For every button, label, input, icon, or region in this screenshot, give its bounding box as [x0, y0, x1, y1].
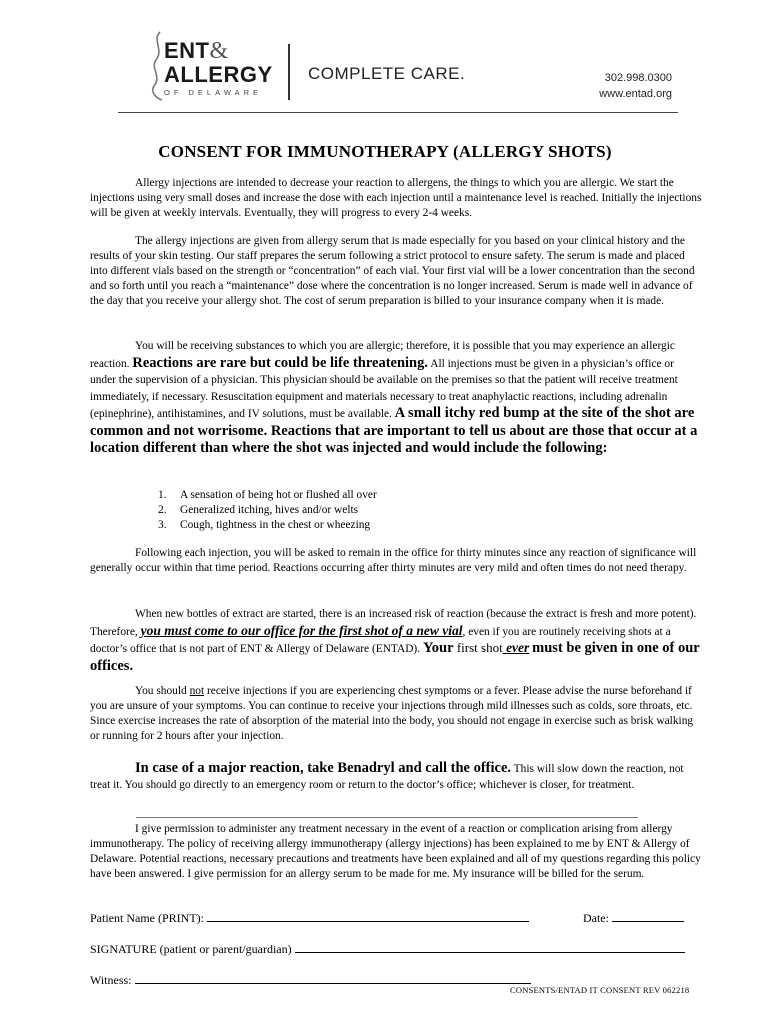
warning-life-threatening: Reactions are rare but could be life threatening.: [132, 354, 428, 371]
paragraph-wait-time: Following each injection, you will be asked to remain in the office for thirty minutes since any reaction of significance will generally occur within that time period. Reactions occurring after thirty minutes are very mild and often times do not need therapy.: [90, 547, 697, 574]
witness-label: Witness:: [90, 973, 132, 987]
witness-field[interactable]: [135, 972, 531, 984]
reaction-symptom-list: [158, 488, 377, 533]
paragraph-purpose: Allergy injections are intended to decrease your reaction to allergens, the things to which you are allergic. We start the injections using very small doses and increase the dose with each injection until a maintenance level is reached. Initially the injections will be given at weekly intervals. Eventually, they will progress to every 2-4 weeks.: [90, 177, 702, 219]
letterhead-divider: [288, 44, 290, 100]
phone-number: 302.998.0300: [604, 72, 672, 84]
signature-field[interactable]: [295, 941, 685, 953]
new-vial-requirement: you must come to our office for the first shot of a new vial: [140, 622, 463, 638]
date-label: Date:: [582, 911, 609, 925]
logo-allergy-text: ALLERGY: [164, 62, 273, 87]
form-revision-code: CONSENTS/ENTAD IT CONSENT REV 062218: [510, 985, 690, 995]
paragraph-serum: The allergy injections are given from allergy serum that is made especially for you based on your clinical history and the results of your skin testing. Our staff prepares the serum following a strict protocol to ensure safety. The serum is made and placed into different vials based on the strength or “concentration” of each vial. Your first vial will be a lower concentration than the second and so forth until you reach a “maintenance” dose where the concentration is no longer increased. Serum is made well in advance of the day that you receive your allergy shot. The cost of serum preparation is billed to your insurance company when it is made.: [90, 235, 695, 307]
tagline: COMPLETE CARE.: [308, 64, 466, 83]
list-item: 1. A sensation of being hot or flushed all over: [158, 489, 377, 501]
patient-name-row: [90, 910, 684, 926]
logo-subtitle: OF DELAWARE: [164, 88, 263, 97]
logo-ampersand: &: [209, 38, 229, 64]
document-title: CONSENT FOR IMMUNOTHERAPY (ALLERGY SHOTS): [158, 142, 612, 161]
contact-info: [586, 70, 672, 102]
paragraph-major-reaction: In case of a major reaction, take Benadryl and call the office. This will slow down the reaction, not treat it. You should go directly to an emergency room or return to the doctor’s office; whichever is closer, for treatment.: [90, 760, 684, 791]
benadryl-instruction: In case of a major reaction, take Benadryl and call the office.: [135, 760, 512, 776]
list-item: 2. Generalized itching, hives and/or welts: [158, 504, 359, 516]
paragraph-reactions: You will be receiving substances to which you are allergic; therefore, it is possible that you may experience an allergic reaction. Reactions are rare but could be life threatening. All injections must be given in a physician’s office or under the supervision of a physician. This physician should be available on the premises so that the patient will receive treatment immediately, if necessary. Resuscitation equipment and materials necessary to treat anaphylactic reactions, including adrenalin (epinephrine), antihistamines, and IV solutions, must be available. A small itchy red bump at the site of the shot are common and not worrisome. Reactions that are important to tell us about are those that occur at a location different than where the shot was injected and would include the following:: [90, 340, 698, 456]
paragraph-permission: I give permission to administer any treatment necessary in the event of a reaction or complication arising from allergy immunotherapy. The policy of receiving allergy immunotherapy (allergy injections) has been explained to me by ENT & Allergy of Delaware. Potential reactions, necessary precautions and treatments have been explained and all of my questions regarding this policy have been answered. I give permission for an allergy serum to be made for me. My insurance will be billed for the serum.: [90, 823, 701, 880]
logo-ent-text: ENT&: [164, 38, 229, 64]
section-separator: [136, 817, 638, 818]
patient-name-field[interactable]: [207, 910, 529, 922]
warning-reaction-signs: A small itchy red bump at the site of the shot are common and not worrisome. Reactions that are important to tell us about are those that occur at a location different than where the shot was injected and would include the following:: [90, 405, 698, 456]
list-item: 3. Cough, tightness in the chest or wheezing: [158, 519, 371, 531]
date-field[interactable]: [612, 910, 684, 922]
header-rule: [118, 112, 678, 113]
website: www.entad.org: [599, 88, 672, 100]
patient-name-label: Patient Name (PRINT):: [90, 911, 204, 925]
paragraph-new-vial: When new bottles of extract are started, there is an increased risk of reaction (because the extract is fresh and more potent). Therefore, you must come to our office for the first shot of a new vial, even if you are routinely receiving shots at a doctor’s office that is not part of ENT & Allergy of Delaware (ENTAD). Your first shot ever must be given in one of our offices.: [90, 608, 700, 674]
witness-row: [90, 972, 531, 988]
signature-label: SIGNATURE (patient or parent/guardian): [90, 942, 292, 956]
office-requirement: must be given in one of our offices.: [90, 640, 700, 674]
ent-allergy-logo: [148, 30, 298, 102]
paragraph-when-not-to-inject: You should not receive injections if you are experiencing chest symptoms or a fever. Please advise the nurse beforehand if you are unsure of your symptoms. You can continue to receive your injections through mild illnesses such as colds, sore throats, etc. Since exercise increases the rate of absorption of the material into the body, you should not engage in exercise such as brisk walking or running for 2 hours after your injection.: [90, 685, 694, 742]
signature-row: [90, 941, 685, 957]
